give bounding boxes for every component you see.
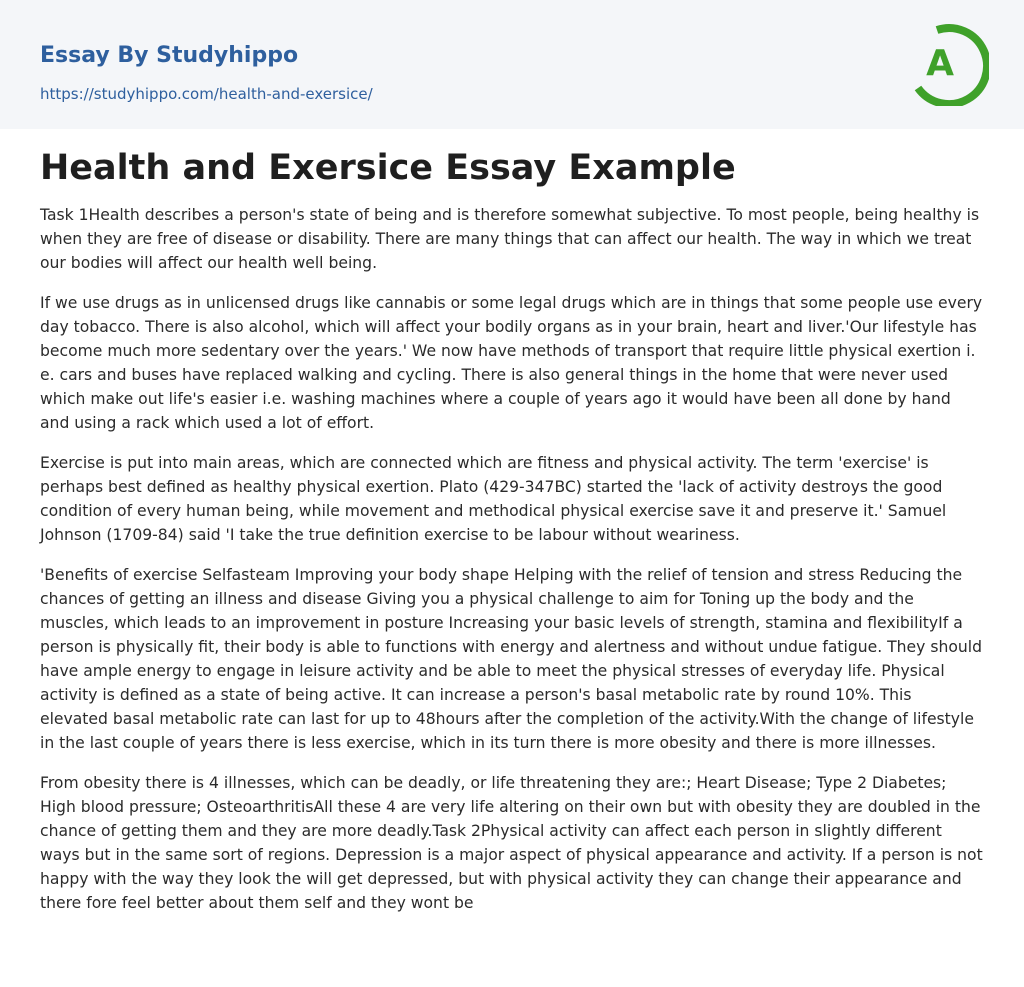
source-url-link[interactable]: https://studyhippo.com/health-and-exersice/: [40, 85, 373, 103]
paragraph: If we use drugs as in unlicensed drugs like cannabis or some legal drugs which are in things that some people use every day tobacco. There is also alcohol, which will affect your bodily organs as in your brain, heart and liver.'Our lifestyle has become much more sedentary over the years.' We now have methods of transport that require little physical exertion i. e. cars and buses have replaced walking and cycling. There is also general things in the home that were never used which make out life's easier i.e. washing machines where a couple of years ago it would have been all done by hand and using a rack which used a lot of effort.: [40, 294, 983, 432]
studyhippo-logo-icon[interactable]: [911, 18, 989, 106]
paragraph: Exercise is put into main areas, which are connected which are fitness and physical activity. The term 'exercise' is perhaps best defined as healthy physical exertion. Plato (429-347BC) started the 'lack of activity destroys the good condition of every human being, while movement and methodical physical exercise save it and preserve it.' Samuel Johnson (1709-84) said 'I take the true definition exercise to be labour without weariness.: [40, 454, 947, 544]
article-body: [0, 145, 1024, 915]
site-brand[interactable]: Essay By Studyhippo: [40, 43, 299, 68]
site-header: [0, 0, 1024, 129]
paragraph: 'Benefits of exercise Selfasteam Improving your body shape Helping with the relief of tension and stress Reducing the chances of getting an illness and disease Giving you a physical challenge to aim for Toning up the body and the muscles, which leads to an improvement in posture Increasing your basic levels of strength, stamina and flexibilityIf a person is physically fit, their body is able to functions with energy and alertness and without undue fatigue. They should have ample energy to engage in leisure activity and be able to meet the physical stresses of everyday life. Physical activity is defined as a state of being active. It can increase a person's basal metabolic rate by round 10%. This elevated basal metabolic rate can last for up to 48hours after the completion of the activity.With the change of lifestyle in the last couple of years there is less exercise, which in its turn there is more obesity and there is more illnesses.: [40, 566, 982, 752]
paragraph: Task 1Health describes a person's state of being and is therefore somewhat subjective. To most people, being healthy is when they are free of disease or disability. There are many things that can affect our health. The way in which we treat our bodies will affect our health well being.: [40, 206, 980, 272]
logo-letter: A: [926, 43, 954, 84]
page-title: Health and Exersice Essay Example: [40, 148, 736, 188]
paragraph: From obesity there is 4 illnesses, which can be deadly, or life threatening they are:; Heart Disease; Type 2 Diabetes; High blood pressure; OsteoarthritisAll these 4 are very life altering on their own but with obesity they are doubled in the chance of getting them and they are more deadly.Task 2Physical activity can affect each person in slightly different ways but in the same sort of regions. Depression is a major aspect of physical appearance and activity. If a person is not happy with the way they look the will get depressed, but with physical activity they can change their appearance and there fore feel better about them self and they wont be: [40, 774, 983, 912]
